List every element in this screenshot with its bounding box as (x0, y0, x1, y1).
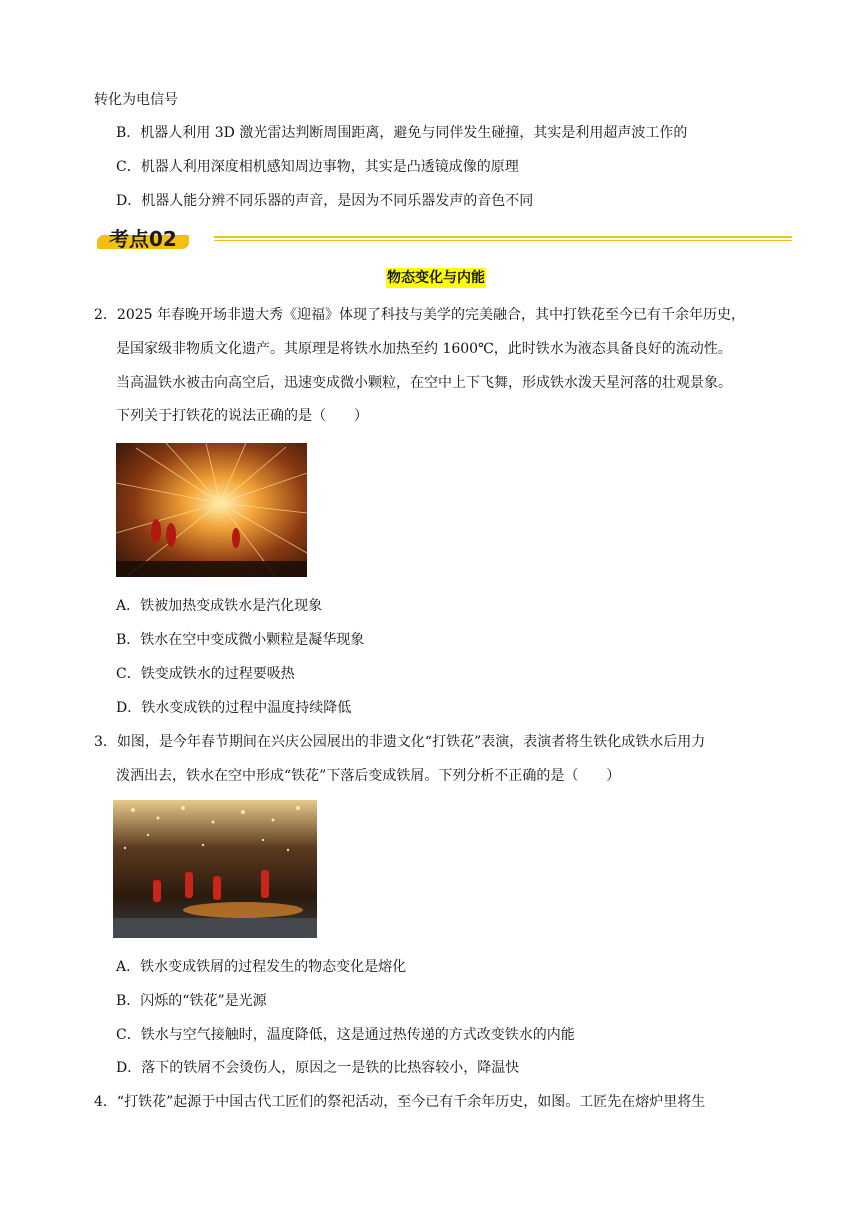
option-b: B．机器人利用 3D 激光雷达判断周围距离，避免与同伴发生碰撞，其实是利用超声波工作的 (116, 125, 688, 141)
q2-option-b: B．铁水在空中变成微小颗粒是凝华现象 (116, 632, 365, 648)
badge-text: 考点02 (109, 227, 177, 251)
q3-option-c: C．铁水与空气接触时，温度降低，这是通过热传递的方式改变铁水的内能 (116, 1027, 575, 1043)
iron-flower-photo-2 (113, 800, 317, 938)
q3-option-d: D．落下的铁屑不会烫伤人，原因之一是铁的比热容较小，降温快 (116, 1060, 520, 1076)
question-2-stem: 下列关于打铁花的说法正确的是（ ） (116, 408, 368, 424)
iron-flower-photo-1 (116, 443, 307, 577)
q2-option-d: D．铁水变成铁的过程中温度持续降低 (116, 700, 352, 716)
q3-option-b: B．闪烁的“铁花”是光源 (116, 993, 267, 1009)
option-d: D．机器人能分辨不同乐器的声音，是因为不同乐器发声的音色不同 (116, 193, 534, 209)
section-title: 物态变化与内能 (387, 270, 485, 286)
q2-option-c: C．铁变成铁水的过程要吸热 (116, 666, 295, 682)
section-badge (97, 227, 189, 251)
question-2-line: 是国家级非物质文化遗产。其原理是将铁水加热至约 1600℃，此时铁水为液态具备良好的流动性。 (116, 341, 732, 357)
option-c: C．机器人利用深度相机感知周边事物，其实是凸透镜成像的原理 (116, 159, 519, 175)
question-3-stem: 泼洒出去，铁水在空中形成“铁花”下落后变成铁屑。下列分析不正确的是（ ） (116, 768, 621, 784)
question-4-line: 4．“打铁花”起源于中国古代工匠们的祭祀活动，至今已有千余年历史，如图。工匠先在熔炉里将生 (94, 1094, 706, 1110)
question-2-line: 当高温铁水被击向高空后，迅速变成微小颗粒，在空中上下飞舞，形成铁水泼天星河落的壮观景象。 (116, 375, 732, 391)
header-rule (214, 236, 792, 238)
continued-text: 转化为电信号 (94, 92, 178, 108)
header-rule-thin (214, 240, 792, 241)
q3-option-a: A．铁水变成铁屑的过程发生的物态变化是熔化 (116, 959, 407, 975)
q2-option-a: A．铁被加热变成铁水是汽化现象 (116, 598, 323, 614)
question-3-line: 3．如图，是今年春节期间在兴庆公园展出的非遗文化“打铁花”表演，表演者将生铁化成铁水后用力 (94, 734, 706, 750)
question-2-line: 2．2025 年春晚开场非遗大秀《迎福》体现了科技与美学的完美融合，其中打铁花至今已有千余年历史， (94, 307, 745, 323)
